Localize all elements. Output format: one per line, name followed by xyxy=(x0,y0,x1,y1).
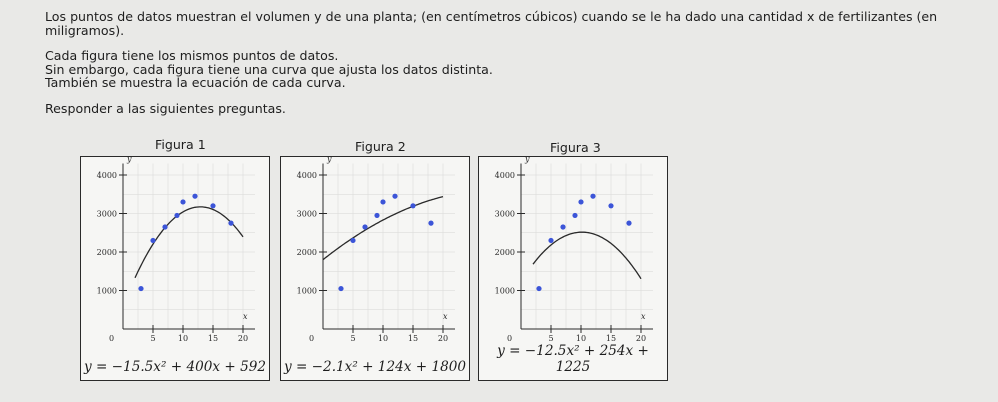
y-tick-label: 2000 xyxy=(96,248,117,257)
data-point xyxy=(392,194,397,199)
data-point xyxy=(338,286,343,291)
x-tick-label: 10 xyxy=(177,334,189,343)
figure-1-plot xyxy=(81,157,271,382)
data-point xyxy=(560,224,565,229)
x-axis-label: x xyxy=(243,312,248,321)
y-tick-label: 1000 xyxy=(296,286,317,296)
x-axis-label: x xyxy=(443,312,448,321)
y-tick-label: 4000 xyxy=(296,171,317,180)
x-tick-label: 10 xyxy=(377,334,389,343)
x-tick-label: 5 xyxy=(548,334,554,343)
figure-2-plot xyxy=(281,157,471,382)
intro-line-4: También se muestra la ecuación de cada curva. xyxy=(45,75,346,90)
data-point xyxy=(380,199,385,204)
y-axis-label: y xyxy=(127,157,132,164)
data-point xyxy=(374,213,379,218)
x-axis-label: x xyxy=(641,312,646,321)
origin-label: 0 xyxy=(507,334,513,343)
y-axis-label: y xyxy=(327,157,332,164)
x-tick-label: 15 xyxy=(407,334,419,343)
origin-label: 0 xyxy=(309,334,315,343)
data-point xyxy=(362,224,367,229)
data-point xyxy=(548,238,553,243)
data-point xyxy=(162,224,167,229)
figure-3-panel xyxy=(478,156,668,381)
y-tick-label: 1000 xyxy=(494,286,515,296)
x-tick-label: 15 xyxy=(207,334,219,343)
x-tick-label: 10 xyxy=(575,334,587,343)
x-tick-label: 5 xyxy=(350,334,356,343)
data-point xyxy=(578,199,583,204)
data-point xyxy=(180,199,185,204)
data-point xyxy=(138,286,143,291)
intro-line-5: Responder a las siguientes preguntas. xyxy=(45,100,286,116)
y-tick-label: 3000 xyxy=(296,209,317,219)
problem-statement xyxy=(45,10,998,115)
y-tick-label: 1000 xyxy=(96,286,117,296)
data-point xyxy=(210,203,215,208)
x-tick-label: 20 xyxy=(237,334,249,343)
fitted-curve xyxy=(135,207,243,278)
intro-line-2: Cada figura tiene los mismos puntos de datos. xyxy=(45,48,339,63)
figure-1-panel xyxy=(80,156,270,381)
y-tick-label: 4000 xyxy=(96,171,117,180)
figure-3-title: Figura 3 xyxy=(550,140,601,155)
data-point xyxy=(192,194,197,199)
figure-3-equation: y = −12.5x² + 254x + 1225 xyxy=(497,343,649,375)
intro-line-1: Los puntos de datos muestran el volumen y de una planta; (en centímetros cúbicos) cuando se le ha dado una cantidad x de fertilizantes (en miligramos). xyxy=(45,9,938,38)
figure-1-equation: y = −15.5x² + 400x + 592 xyxy=(83,359,267,375)
x-tick-label: 15 xyxy=(605,334,617,343)
data-point xyxy=(174,213,179,218)
x-tick-label: 20 xyxy=(635,334,647,343)
intro-line-3: Sin embargo, cada figura tiene una curva que ajusta los datos distinta. xyxy=(45,61,493,77)
y-tick-label: 4000 xyxy=(494,171,515,180)
x-tick-label: 5 xyxy=(150,334,156,343)
data-point xyxy=(536,286,541,291)
figure-2-panel xyxy=(280,156,470,381)
data-point xyxy=(428,221,433,226)
data-point xyxy=(590,194,595,199)
data-point xyxy=(228,221,233,226)
data-point xyxy=(608,203,613,208)
figure-2-equation: y = −2.1x² + 124x + 1800 xyxy=(283,359,467,375)
y-tick-label: 2000 xyxy=(494,248,515,257)
data-point xyxy=(572,213,577,218)
y-tick-label: 3000 xyxy=(494,209,515,219)
origin-label: 0 xyxy=(109,334,115,343)
figure-2-title: Figura 2 xyxy=(355,139,406,154)
x-tick-label: 20 xyxy=(437,334,449,343)
data-point xyxy=(150,238,155,243)
y-axis-label: y xyxy=(525,157,530,164)
y-tick-label: 3000 xyxy=(96,209,117,219)
figure-1-title: Figura 1 xyxy=(155,137,206,152)
y-tick-label: 2000 xyxy=(296,248,317,257)
data-point xyxy=(410,203,415,208)
data-point xyxy=(350,238,355,243)
data-point xyxy=(626,221,631,226)
